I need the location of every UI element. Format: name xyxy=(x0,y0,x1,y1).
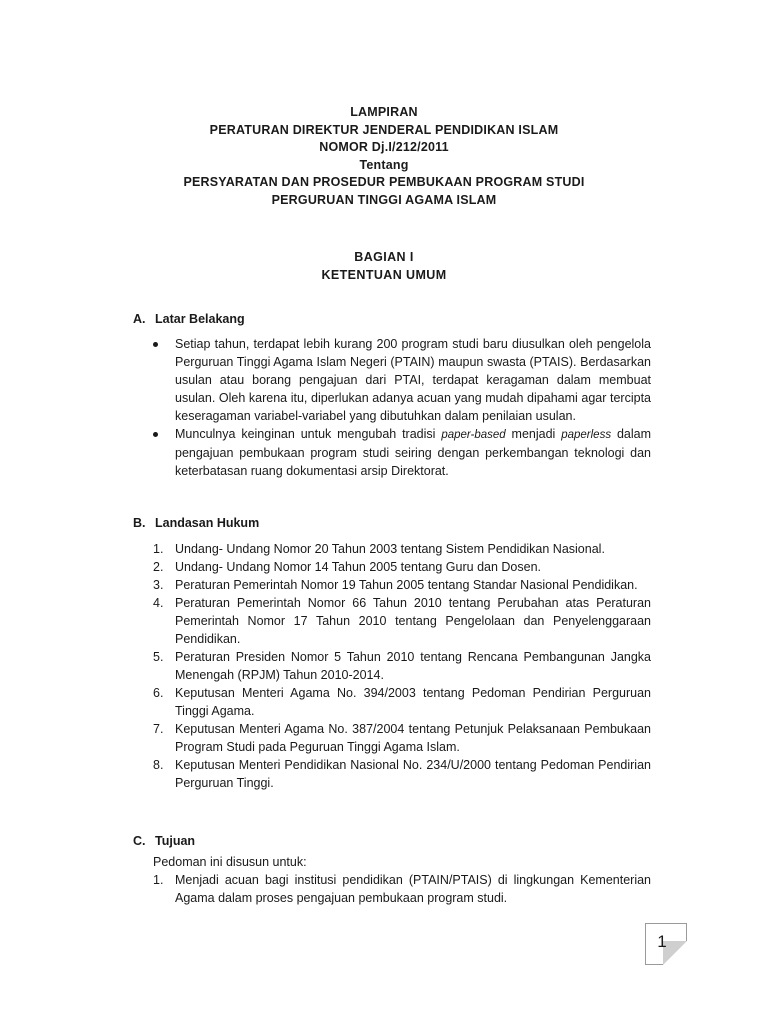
item-number: 2. xyxy=(153,560,164,574)
list-item xyxy=(153,425,651,480)
section-a-title: Latar Belakang xyxy=(155,312,245,326)
list-item xyxy=(153,576,651,594)
section-c-purpose-list xyxy=(153,871,651,907)
list-item xyxy=(153,558,651,576)
section-a-letter: A. xyxy=(133,312,146,326)
item-number: 1. xyxy=(153,542,164,556)
document-header xyxy=(0,104,768,209)
header-subject-line2: PERGURUAN TINGGI AGAMA ISLAM xyxy=(271,192,497,207)
item-number: 4. xyxy=(153,596,164,610)
chapter-number: BAGIAN I xyxy=(354,250,414,264)
header-regulation-title: PERATURAN DIREKTUR JENDERAL PENDIDIKAN ISLAM xyxy=(209,122,559,137)
item-text: Peraturan Pemerintah Nomor 66 Tahun 2010 tentang Perubahan atas Peraturan Pemerintah Nomor 17 Tahun 2010 tentang Pengelolaan dan Penyelenggaraan Pendidikan. xyxy=(175,596,651,646)
header-tentang: Tentang xyxy=(359,157,409,172)
header-subject-line1: PERSYARATAN DAN PROSEDUR PEMBUKAAN PROGRAM STUDI xyxy=(183,175,585,189)
bullet-icon xyxy=(153,432,158,437)
list-item xyxy=(153,540,651,558)
header-regulation-number: NOMOR Dj.I/212/2011 xyxy=(319,140,449,154)
bullet-icon xyxy=(153,342,158,347)
section-b-heading xyxy=(133,515,259,531)
section-b-legal-list xyxy=(153,540,651,792)
bullet-text-part: dalam pengajuan pembukaan program studi seiring dengan perkembangan teknologi dan keterbatasan ruang dokumentasi arsip Direktorat. xyxy=(175,427,651,478)
item-number: 5. xyxy=(153,650,164,664)
item-text: Peraturan Pemerintah Nomor 19 Tahun 2005 tentang Standar Nasional Pendidikan. xyxy=(175,578,638,592)
section-b-title: Landasan Hukum xyxy=(155,516,260,530)
header-lampiran: LAMPIRAN xyxy=(350,105,418,119)
italic-term-paper-based: paper-based xyxy=(441,429,506,441)
section-c-heading xyxy=(133,833,195,849)
section-a-bullet-list xyxy=(153,335,651,480)
item-text: Menjadi acuan bagi institusi pendidikan (PTAIN/PTAIS) di lingkungan Kementerian Agama dalam proses pengajuan pembukaan program studi. xyxy=(175,873,651,905)
list-item xyxy=(153,335,651,425)
item-text: Undang- Undang Nomor 20 Tahun 2003 tentang Sistem Pendidikan Nasional. xyxy=(175,542,605,556)
item-number: 8. xyxy=(153,758,164,772)
page-number: 1 xyxy=(657,932,667,951)
section-b-letter: B. xyxy=(133,516,146,530)
item-number: 7. xyxy=(153,722,164,736)
list-item xyxy=(153,648,651,684)
item-text: Keputusan Menteri Agama No. 394/2003 tentang Pedoman Pendirian Perguruan Tinggi Agama. xyxy=(175,686,651,718)
bullet-text: Setiap tahun, terdapat lebih kurang 200 program studi baru diusulkan oleh pengelola Perguruan Tinggi Agama Islam Negeri (PTAIN) maupun swasta (PTAIS). Berdasarkan usulan atau borang pengajuan dari PTAI, terdapat keragaman dalam membuat usulan. Oleh karena itu, diperlukan adanya acuan yang mudah dipahami agar tercipta keseragaman variabel-variabel yang dibutuhkan dalam penilaian usulan. xyxy=(175,337,651,423)
item-number: 3. xyxy=(153,578,164,592)
page-number-box xyxy=(645,923,687,965)
chapter-title: KETENTUAN UMUM xyxy=(321,268,447,282)
list-item xyxy=(153,720,651,756)
section-c-letter: C. xyxy=(133,834,146,848)
section-c-intro: Pedoman ini disusun untuk: xyxy=(153,855,307,869)
bullet-text-part: menjadi xyxy=(505,427,562,441)
item-number: 6. xyxy=(153,686,164,700)
chapter-heading xyxy=(0,248,768,284)
item-text: Keputusan Menteri Agama No. 387/2004 tentang Petunjuk Pelaksanaan Pembukaan Program Studi pada Peguruan Tinggi Agama Islam. xyxy=(175,722,651,754)
item-text: Keputusan Menteri Pendidikan Nasional No. 234/U/2000 tentang Pedoman Pendirian Perguruan Tinggi. xyxy=(175,758,651,790)
section-c-title: Tujuan xyxy=(155,834,196,848)
italic-term-paperless: paperless xyxy=(561,429,612,441)
list-item xyxy=(153,756,651,792)
item-text: Peraturan Presiden Nomor 5 Tahun 2010 tentang Rencana Pembangunan Jangka Menengah (RPJM) Tahun 2010-2014. xyxy=(175,650,651,682)
list-item xyxy=(153,594,651,648)
item-number: 1. xyxy=(153,873,164,887)
item-text: Undang- Undang Nomor 14 Tahun 2005 tentang Guru dan Dosen. xyxy=(175,560,541,574)
list-item xyxy=(153,684,651,720)
list-item xyxy=(153,871,651,907)
section-a-heading xyxy=(133,311,245,327)
bullet-text-part: Munculnya keinginan untuk mengubah tradisi xyxy=(175,427,442,441)
